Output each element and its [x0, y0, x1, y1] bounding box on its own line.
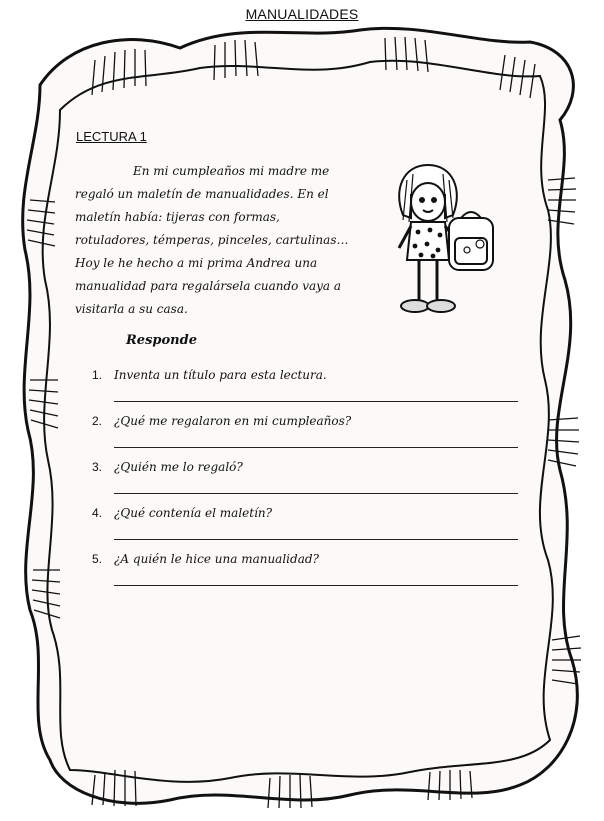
answer-line[interactable]: [114, 401, 518, 402]
reading-line: maletín había: tijeras con formas,: [75, 210, 280, 224]
answer-line[interactable]: [114, 493, 518, 494]
question-number: 3.: [92, 460, 103, 474]
question-item: [92, 411, 522, 457]
page-title: MANUALIDADES: [245, 6, 359, 22]
reading-line: manualidad para regalársela cuando vaya a: [75, 279, 342, 293]
question-number: 4.: [92, 506, 103, 520]
question-list: [92, 365, 522, 595]
reading-title: LECTURA 1: [76, 129, 147, 144]
question-item: [92, 549, 522, 595]
girl-with-backpack-icon: [383, 160, 498, 320]
answer-line[interactable]: [114, 447, 518, 448]
answer-line[interactable]: [114, 585, 518, 586]
question-text: ¿Quién me lo regaló?: [114, 460, 243, 474]
reading-line: Hoy le he hecho a mi prima Andrea una: [75, 256, 318, 270]
question-text: ¿A quién le hice una manualidad?: [114, 552, 319, 566]
exercise-heading: Responde: [126, 333, 197, 348]
question-number: 1.: [92, 368, 103, 382]
question-text: Inventa un título para esta lectura.: [114, 368, 327, 382]
reading-line: visitarla a su casa.: [75, 302, 188, 316]
reading-line: En mi cumpleaños mi madre me: [133, 164, 330, 178]
question-text: ¿Qué contenía el maletín?: [114, 506, 273, 520]
question-item: [92, 365, 522, 411]
answer-line[interactable]: [114, 539, 518, 540]
question-text: ¿Qué me regalaron en mi cumpleaños?: [114, 414, 352, 428]
reading-line: regaló un maletín de manualidades. En el: [75, 187, 329, 201]
question-item: [92, 503, 522, 549]
question-number: 5.: [92, 552, 103, 566]
question-number: 2.: [92, 414, 103, 428]
reading-line: rotuladores, témperas, pinceles, cartulinas…: [75, 233, 349, 247]
question-item: [92, 457, 522, 503]
reading-text: [75, 160, 375, 321]
